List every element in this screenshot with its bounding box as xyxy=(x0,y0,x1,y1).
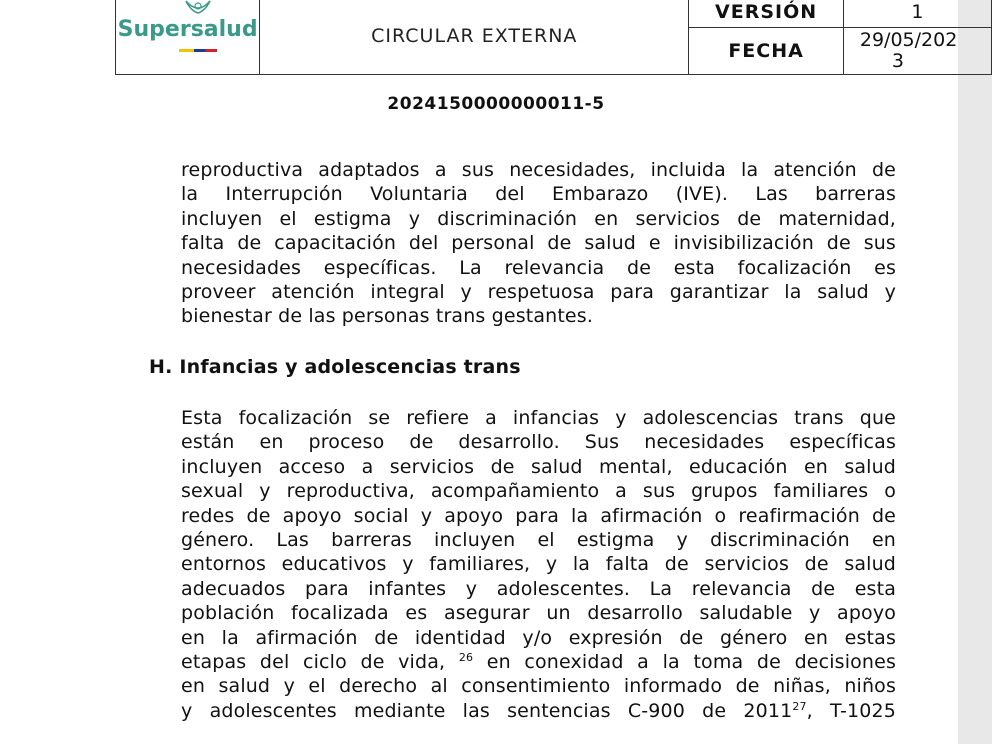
logo-flag-bar xyxy=(179,49,217,52)
coat-of-arms-emblem-icon xyxy=(183,0,213,17)
text-line: género. Las barreras incluyen el estigma y discriminación en xyxy=(181,529,896,552)
paragraph-1 xyxy=(181,158,896,329)
text-line: entornos educativos y familiares, y la falta de servicios de salud xyxy=(181,553,896,576)
text-line: incluyen el estigma y discriminación en servicios de maternidad, xyxy=(181,207,896,230)
text-line: Esta focalización se refiere a infancias y adolescencias trans que xyxy=(181,407,896,429)
text-line xyxy=(181,650,896,674)
radicado-number: 2024150000000011-5 xyxy=(387,94,605,114)
section-heading: H. Infancias y adolescencias trans xyxy=(149,356,521,378)
text-line: sexual y reproductiva, acompañamiento a sus grupos familiares o xyxy=(181,480,896,503)
date-value-line1: 29/05/202 xyxy=(859,29,958,51)
footnote-ref-26[interactable]: 26 xyxy=(458,651,474,665)
document-header-table xyxy=(115,0,992,75)
date-value xyxy=(843,28,991,75)
text-line: redes de apoyo social y apoyo para la afirmación o reafirmación de xyxy=(181,504,896,527)
document-type: CIRCULAR EXTERNA xyxy=(260,0,689,75)
text-line: incluyen acceso a servicios de salud mental, educación en salud xyxy=(181,455,896,478)
text-line: adecuados para infantes y adolescentes. La relevancia de esta xyxy=(181,577,896,600)
text-segment: , T-1025 xyxy=(806,699,897,722)
paragraph-2 xyxy=(181,406,896,723)
date-value-line2: 3 xyxy=(891,50,904,72)
version-label: VERSIÓN xyxy=(689,0,844,28)
text-line: bienestar de las personas trans gestantes. xyxy=(181,305,594,328)
text-line: necesidades específicas. La relevancia de esta focalización es xyxy=(181,256,896,279)
version-value: 1 xyxy=(843,0,991,28)
text-line: en salud y el derecho al consentimiento informado de niñas, niños xyxy=(181,675,896,698)
text-segment: en conexidad a la toma de decisiones xyxy=(473,651,897,674)
logo-wordmark: Supersalud xyxy=(117,17,258,42)
text-line: en la afirmación de identidad y/o expresión de género en estas xyxy=(181,626,896,649)
text-line: proveer atención integral y respetuosa para garantizar la salud y xyxy=(181,281,896,304)
logo-cell xyxy=(116,0,260,75)
text-line: están en proceso de desarrollo. Sus necesidades específicas xyxy=(181,431,896,454)
text-line: la Interrupción Voluntaria del Embarazo (IVE). Las barreras xyxy=(181,183,896,206)
text-segment: etapas del ciclo de vida, xyxy=(181,651,459,674)
text-line xyxy=(181,699,896,723)
text-segment: y adolescentes mediante las sentencias C-900 de 2011 xyxy=(181,699,793,722)
date-label: FECHA xyxy=(689,28,844,75)
footnote-ref-27[interactable]: 27 xyxy=(792,699,807,713)
text-line: población focalizada es asegurar un desarrollo saludable y apoyo xyxy=(181,602,896,625)
text-line: reproductiva adaptados a sus necesidades, incluida la atención de xyxy=(181,159,896,181)
text-line: falta de capacitación del personal de salud e invisibilización de sus xyxy=(181,232,896,255)
